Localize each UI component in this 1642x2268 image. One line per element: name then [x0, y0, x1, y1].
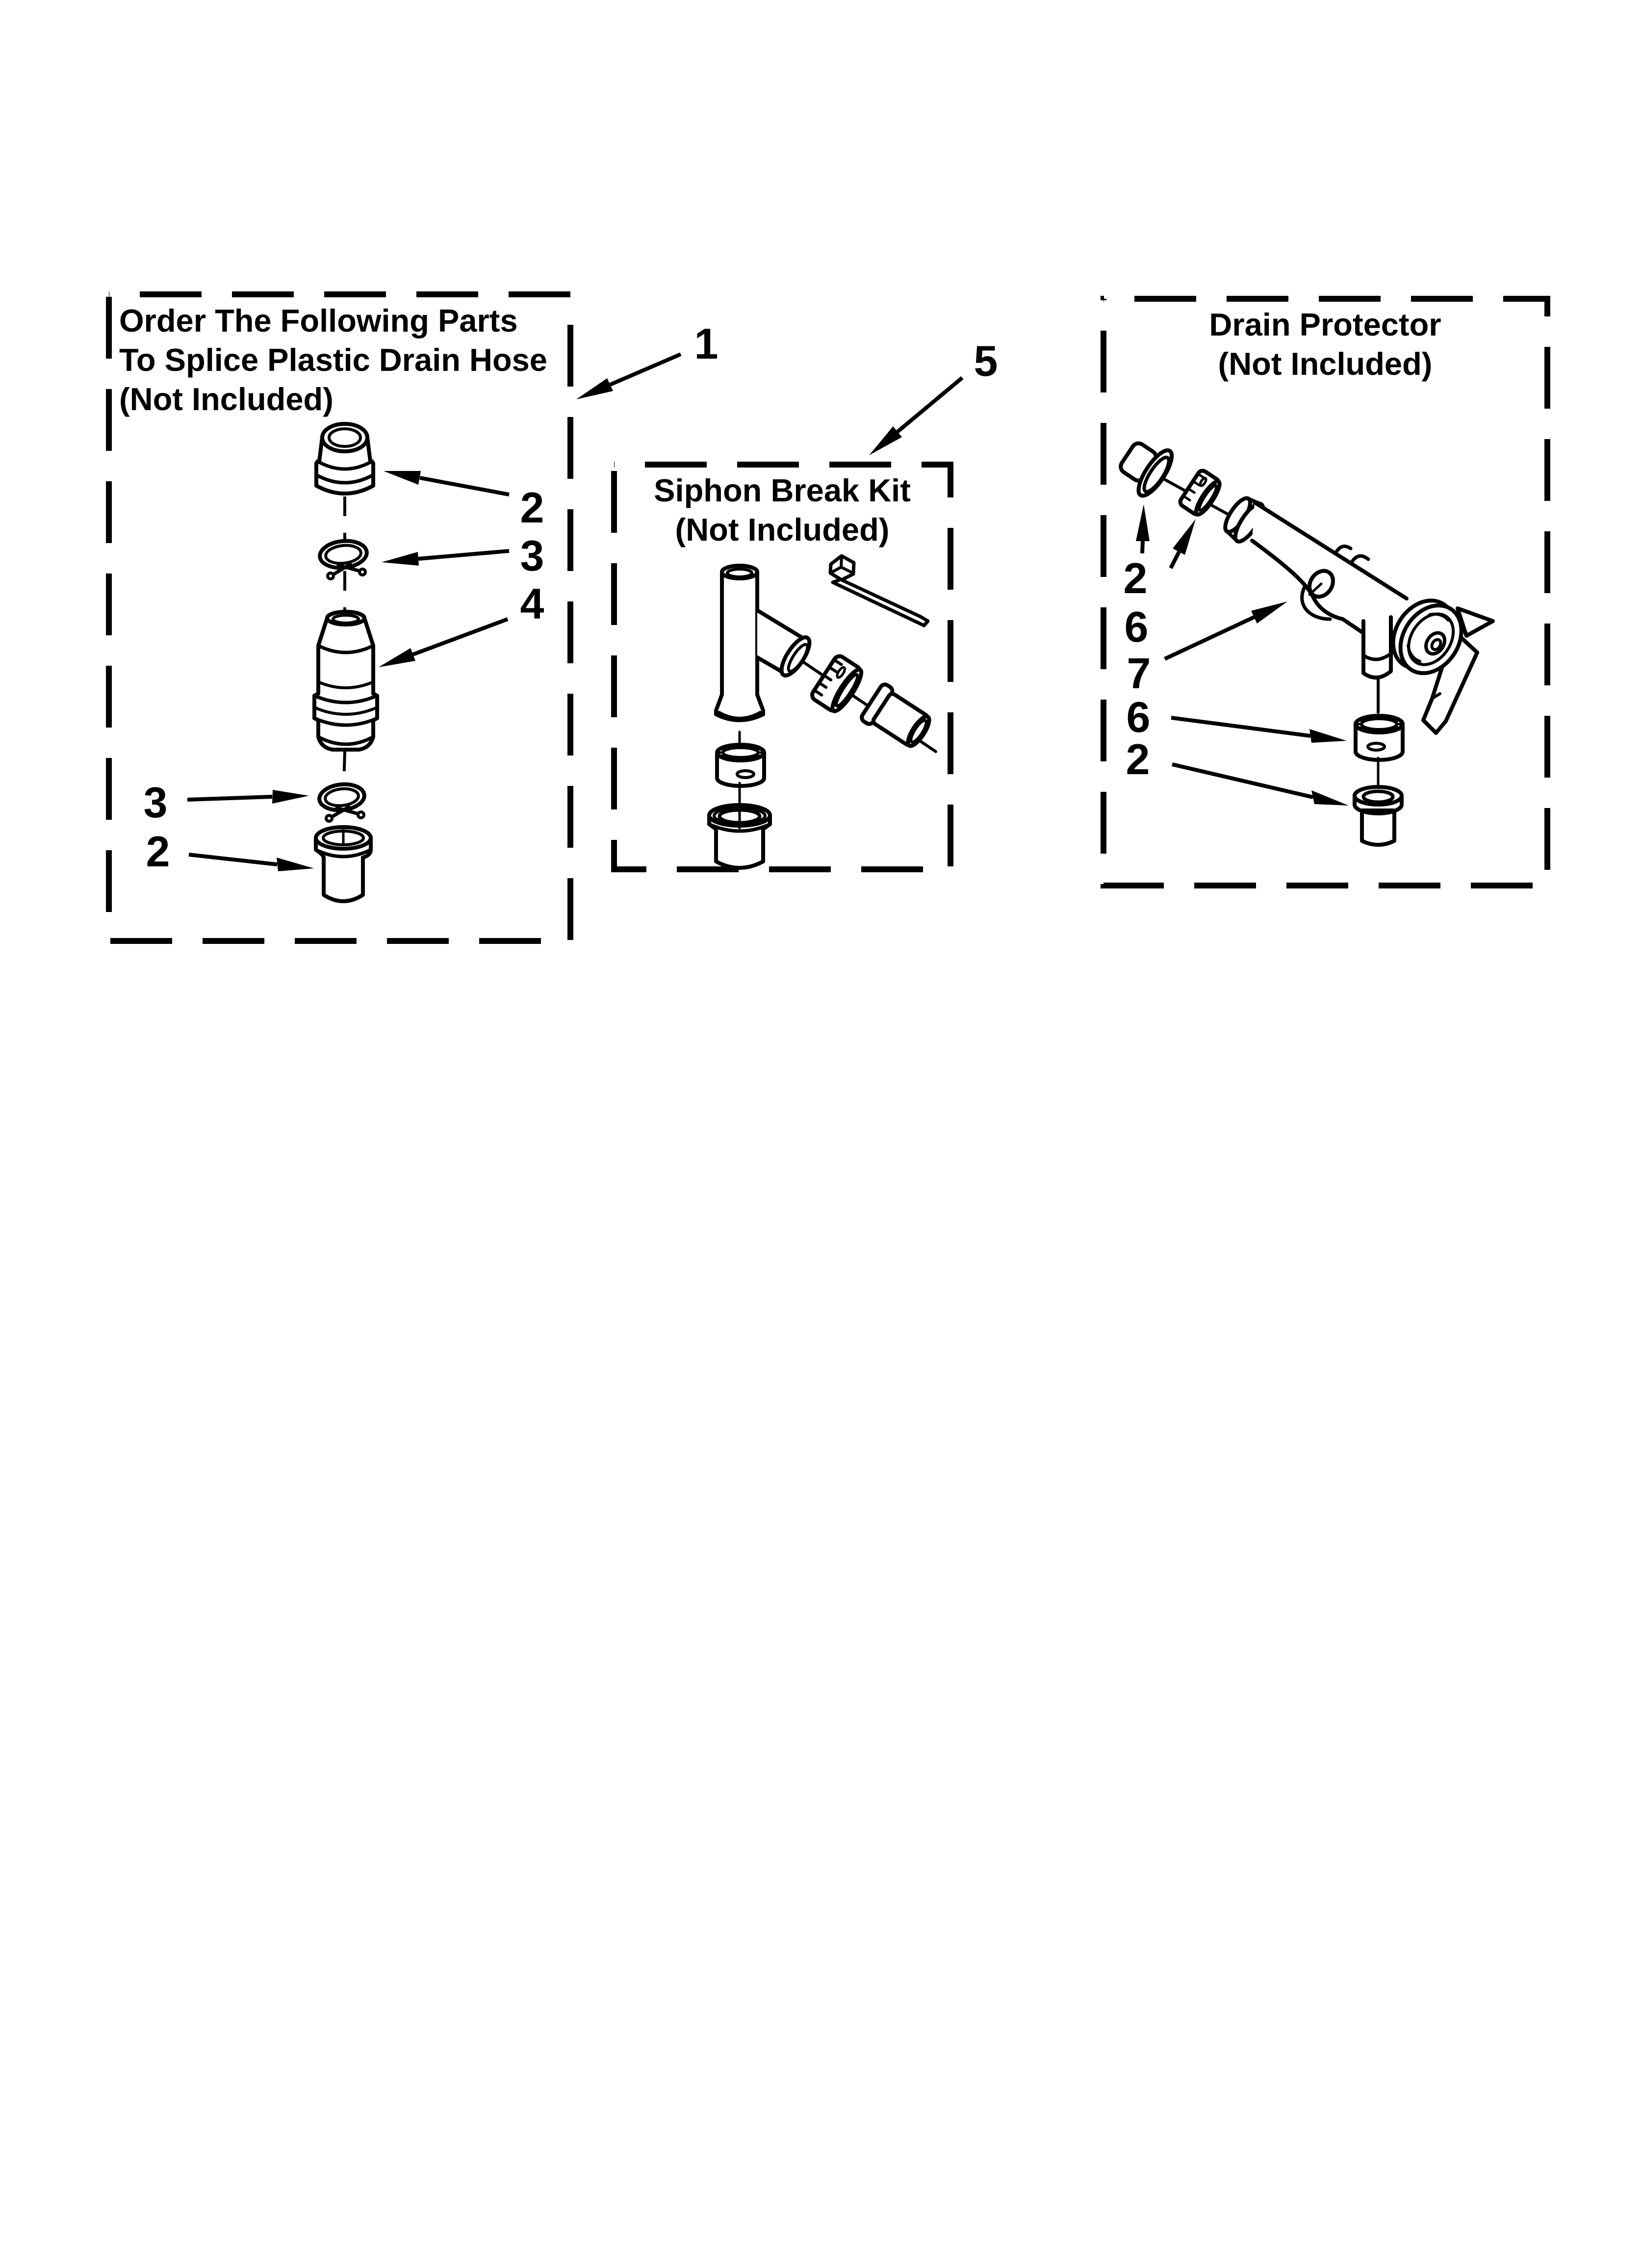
- part-spring-clamp-lower: [318, 782, 366, 821]
- part-cable-tie: [830, 556, 928, 626]
- callout-splice-coupling-top: [384, 471, 544, 532]
- part-drain-cup: [709, 805, 770, 868]
- siphon-box-title-line1: Siphon Break Kit: [654, 472, 911, 508]
- callout-drain-ring-bottom: [1127, 693, 1347, 743]
- part-hose-coupling-bottom: [316, 827, 371, 901]
- drain-box-title-line2: (Not Included): [1218, 346, 1433, 382]
- splice-box-title-line3: (Not Included): [119, 381, 334, 417]
- part-clamp-ring-top: [1179, 469, 1224, 518]
- callout-splice-clamp-bottom: [144, 778, 309, 827]
- callout-label-6-ring-top: 6: [1124, 602, 1149, 651]
- splice-parts-box: [109, 294, 570, 941]
- callout-drain-standpipe: [1124, 601, 1287, 698]
- part-clamp-ring-bottom: [1356, 715, 1403, 785]
- callout-label-3-top: 3: [520, 531, 544, 580]
- callout-siphon-kit-ref: [869, 337, 998, 455]
- part-siphon-standpipe: [716, 566, 815, 750]
- callout-label-2-cap-bottom: 2: [1126, 735, 1150, 783]
- part-drain-cap-bottom: [1355, 787, 1402, 845]
- part-coupling-nut: [810, 654, 867, 715]
- callout-splice-connector: [379, 579, 544, 667]
- callout-splice-clamp-top: [382, 531, 544, 580]
- siphon-box-title-line2: (Not Included): [675, 512, 890, 547]
- splice-box-title-line2: To Splice Plastic Drain Hose: [119, 342, 547, 378]
- callout-label-1: 1: [694, 319, 718, 368]
- part-hose-coupling-top: [316, 424, 373, 494]
- part-drain-cap-top: [1113, 433, 1178, 500]
- part-splice-connector: [314, 612, 377, 750]
- callout-label-2-cap-top: 2: [1123, 554, 1148, 602]
- splice-box-title-line1: Order The Following Parts: [119, 303, 518, 339]
- callout-label-4: 4: [520, 579, 544, 628]
- callout-splice-box-ref: [576, 319, 718, 399]
- part-clamp-band: [717, 745, 764, 808]
- callout-drain-cap-top: [1124, 504, 1150, 602]
- callout-label-2-top: 2: [520, 483, 544, 532]
- drain-box-title-line1: Drain Protector: [1209, 307, 1441, 342]
- callout-splice-coupling-bottom: [146, 827, 314, 876]
- callout-label-3-bottom: 3: [143, 778, 168, 827]
- callout-label-6-ring-bottom: 6: [1126, 693, 1151, 741]
- callout-label-5: 5: [974, 337, 998, 385]
- drain-protector-box: [1103, 299, 1547, 886]
- callout-label-2-bottom: 2: [146, 827, 170, 876]
- siphon-break-kit-box: [614, 465, 950, 869]
- callout-label-7: 7: [1127, 649, 1151, 698]
- callout-drain-cap-bottom: [1126, 735, 1349, 806]
